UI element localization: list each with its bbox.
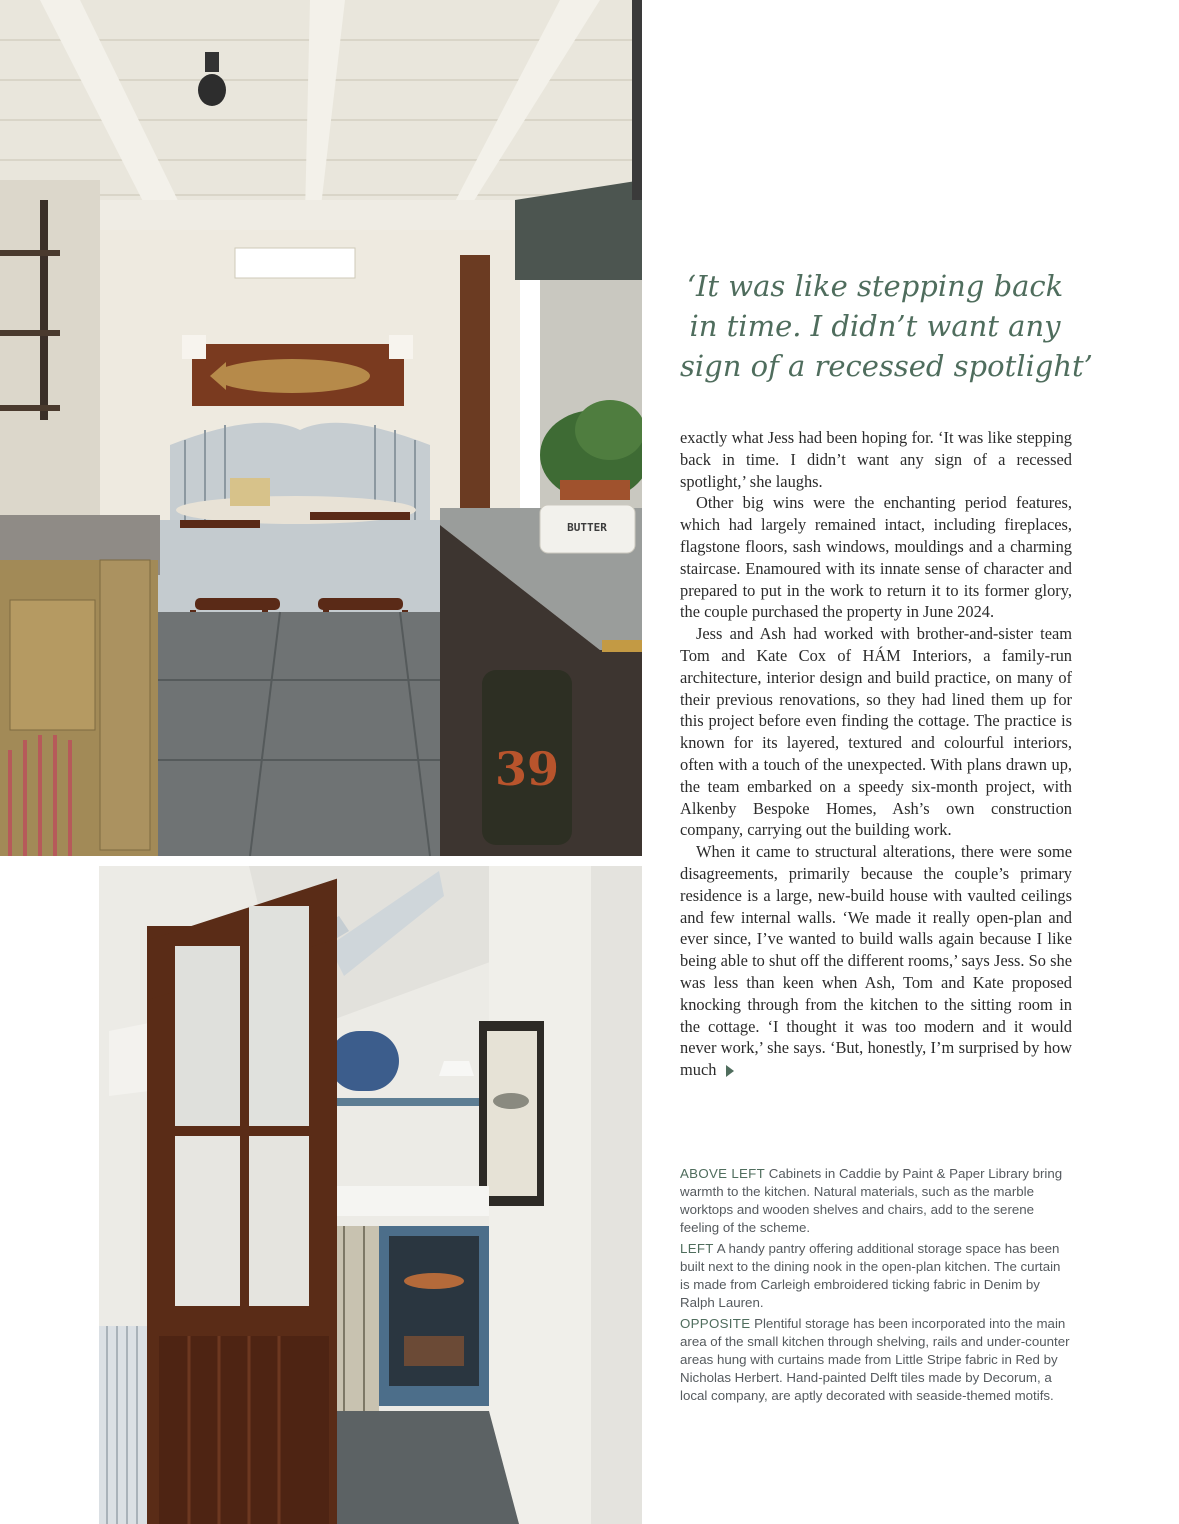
- tin-number: 39: [494, 742, 560, 796]
- butter-crock-label: BUTTER: [567, 521, 607, 534]
- photo-captions: [680, 1165, 1072, 1408]
- body-paragraph-last: [680, 841, 1072, 1081]
- body-paragraph: exactly what Jess had been hoping for. ‘It was like stepping back in time. I didn’t want any sign of a recessed spotlight,’ she laughs.: [680, 428, 1072, 491]
- continue-arrow-icon: [726, 1065, 734, 1077]
- pull-quote-line: in time. I didn’t want any: [689, 309, 1061, 343]
- article-body: [680, 427, 1072, 1081]
- pantry-photo: [99, 866, 642, 1524]
- caption-label: ABOVE LEFT: [680, 1166, 766, 1181]
- caption-opposite: [680, 1315, 1072, 1405]
- pull-quote: [680, 266, 1093, 386]
- caption-above-left: [680, 1165, 1072, 1237]
- caption-left: [680, 1240, 1072, 1312]
- pull-quote-line: ‘It was like stepping back: [686, 269, 1064, 303]
- body-paragraph: Jess and Ash had worked with brother-and-sister team Tom and Kate Cox of HÁM Interiors, a family-run architecture, interior design and build practice, on many of their previous renovations, so they had lined them up for this project before even finding the cottage. The practice is known for its layered, textured and colourful interiors, often with a touch of the unexpected. With plans drawn up, the team embarked on a speedy six-month project, with Alkenby Bespoke Homes, Ash’s own construction company, carrying out the building work.: [680, 624, 1072, 840]
- body-paragraph-text: When it came to structural alterations, there were some disagreements, primarily because the couple’s primary residence is a large, new-build house with vaulted ceilings and few internal walls. ‘We made it really open-plan and ever since, I’ve wanted to build walls again because I like being able to shut off the different rooms,’ says Jess. So she was less than keen when Ash, Tom and Kate proposed knocking through from the kitchen to the sitting room in the cottage. ‘I thought it was too modern and it would never work,’ she says. ‘But, honestly, I’m surprised by how much: [680, 842, 1072, 1080]
- caption-label: OPPOSITE: [680, 1316, 751, 1331]
- body-paragraph: Other big wins were the enchanting period features, which had largely remained intact, including fireplaces, flagstone floors, sash windows, mouldings and a charming staircase. Enamoured with its innate sense of character and prepared to put in the work to return it to its former glory, the couple purchased the property in June 2024.: [680, 493, 1072, 622]
- kitchen-dining-nook-photo: [0, 0, 642, 856]
- caption-text: Plentiful storage has been incorporated into the main area of the small kitchen through shelving, rails and under-counter areas hung with curtains made from Little Stripe fabric in Red by Nicholas Herbert. Hand-painted Delft tiles made by Decorum, a local company, are aptly decorated with seaside-themed motifs.: [680, 1316, 1070, 1403]
- pull-quote-line: sign of a recessed spotlight’: [680, 349, 1093, 383]
- caption-text: A handy pantry offering additional storage space has been built next to the dining nook in the open-plan kitchen. The curtain is made from Carleigh embroidered ticking fabric in Denim by Ralph Lauren.: [680, 1241, 1061, 1310]
- caption-text: Cabinets in Caddie by Paint & Paper Library bring warmth to the kitchen. Natural materials, such as the marble worktops and wooden shelves and chairs, add to the serene feeling of the scheme.: [680, 1166, 1063, 1235]
- caption-label: LEFT: [680, 1241, 714, 1256]
